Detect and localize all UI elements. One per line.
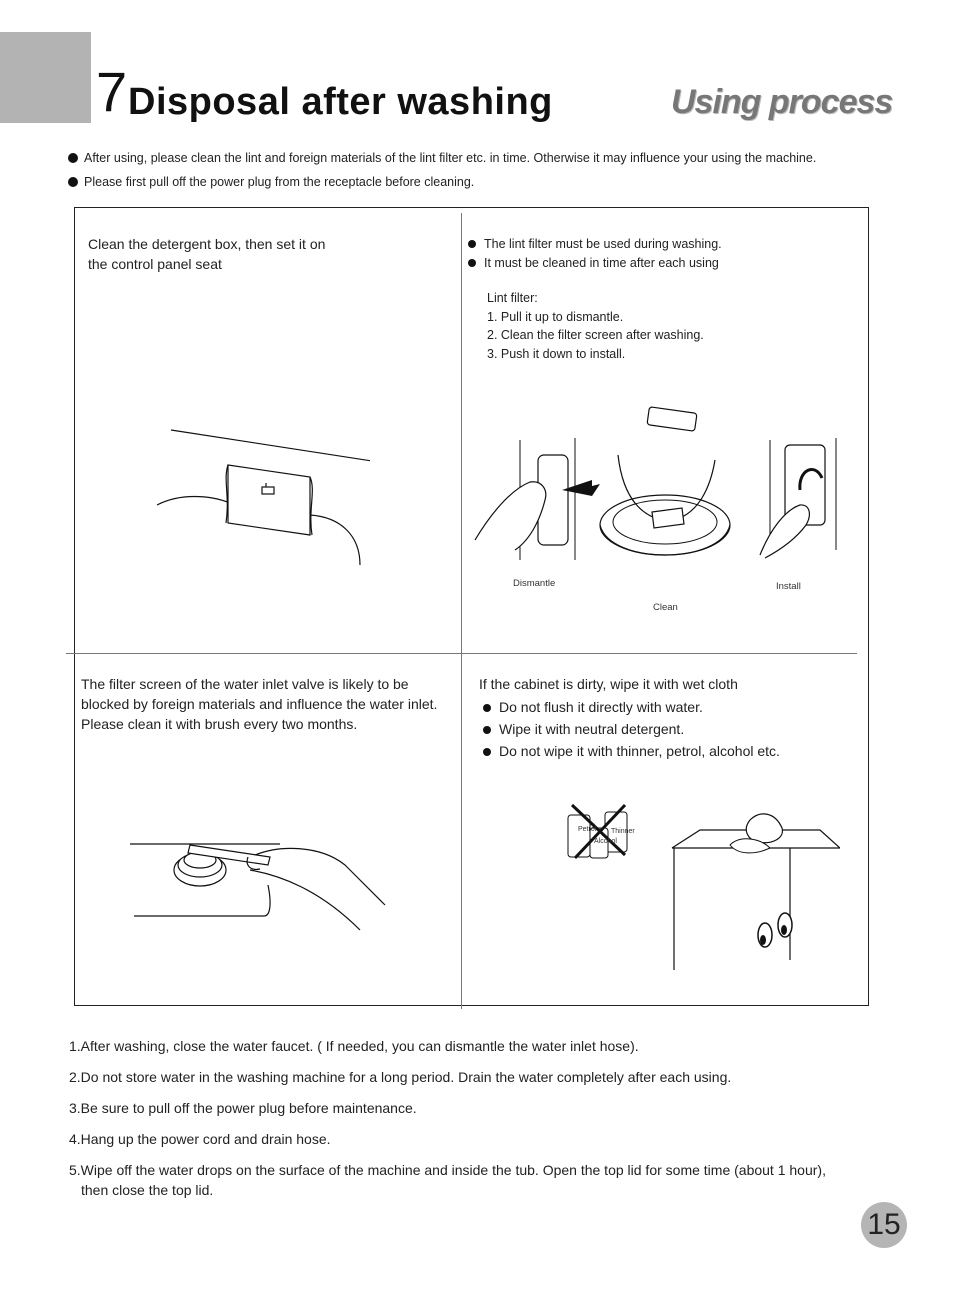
chapter-number: 7 [96,60,128,123]
lint-filter-steps [487,289,704,363]
lint-filter-bullets [468,235,722,272]
bullet-icon [68,177,78,187]
bullet-icon [468,259,476,267]
section-title: Using process [671,83,893,121]
lint-step-1: 1. Pull it up to dismantle. [487,309,624,324]
grid-horizontal-divider [66,653,857,654]
inlet-line-3: Please clean it with brush every two months. [81,716,358,732]
detergent-line-1: Clean the detergent box, then set it on [88,236,326,252]
inlet-valve-text [81,674,437,734]
bullet-icon [468,240,476,248]
bullet-icon [483,704,491,712]
step-5-continued: then close the top lid. [81,1182,214,1198]
step-5: 5.Wipe off the water drops on the surface of the machine and inside the tub. Open the top lid for some time (about 1 hour), [69,1162,826,1178]
grid-vertical-divider [461,213,462,1009]
label-clean: Clean [653,602,678,613]
note-text: Please first pull off the power plug from the receptacle before cleaning. [84,175,475,189]
label-dismantle: Dismantle [513,578,556,589]
step-2: 2.Do not store water in the washing machine for a long period. Drain the water completely after each using. [69,1069,732,1085]
label-petrol: Petrol [578,826,597,833]
cabinet-bullets [483,696,780,762]
lint-bullet-2: It must be cleaned in time after each using [468,254,722,273]
bullet-icon [68,153,78,163]
lint-step-2: 2. Clean the filter screen after washing. [487,328,704,342]
lint-step-3: 3. Push it down to install. [487,346,626,361]
cabinet-intro: If the cabinet is dirty, wipe it with wet cloth [479,676,738,692]
detergent-box-illustration [150,425,370,575]
lint-bullet-1: The lint filter must be used during washing. [468,235,722,254]
cabinet-bullet-2: Wipe it with neutral detergent. [483,718,780,740]
note-lint [68,150,816,166]
cabinet-bullet-1: Do not flush it directly with water. [483,696,780,718]
page-number: 15 [861,1202,907,1248]
cabinet-illustration [560,800,840,970]
bullet-icon [483,748,491,756]
step-4: 4.Hang up the power cord and drain hose. [69,1131,331,1147]
header-corner-block [0,32,91,123]
lint-filter-illustration [470,400,850,580]
step-1: 1.After washing, close the water faucet. ( If needed, you can dismantle the water inlet hose). [69,1038,639,1054]
note-power-plug [68,174,474,190]
note-text: After using, please clean the lint and foreign materials of the lint filter etc. in time. Otherwise it may influence your using the machine. [84,151,817,165]
inlet-line-2: blocked by foreign materials and influence the water inlet. [81,696,438,712]
page-title: Disposal after washing [128,81,553,123]
bullet-icon [483,726,491,734]
inlet-line-1: The filter screen of the water inlet valve is likely to be [81,676,409,692]
label-install: Install [776,581,801,592]
cabinet-bullet-3: Do not wipe it with thinner, petrol, alcohol etc. [483,740,780,762]
detergent-box-text [88,234,325,274]
inlet-valve-illustration [130,835,390,935]
lint-filter-heading: Lint filter: [487,291,538,305]
detergent-line-2: the control panel seat [88,256,222,272]
label-alcohol: Alcohol [594,838,617,845]
label-thinner: Thinner [611,828,635,835]
step-3: 3.Be sure to pull off the power plug before maintenance. [69,1100,417,1116]
